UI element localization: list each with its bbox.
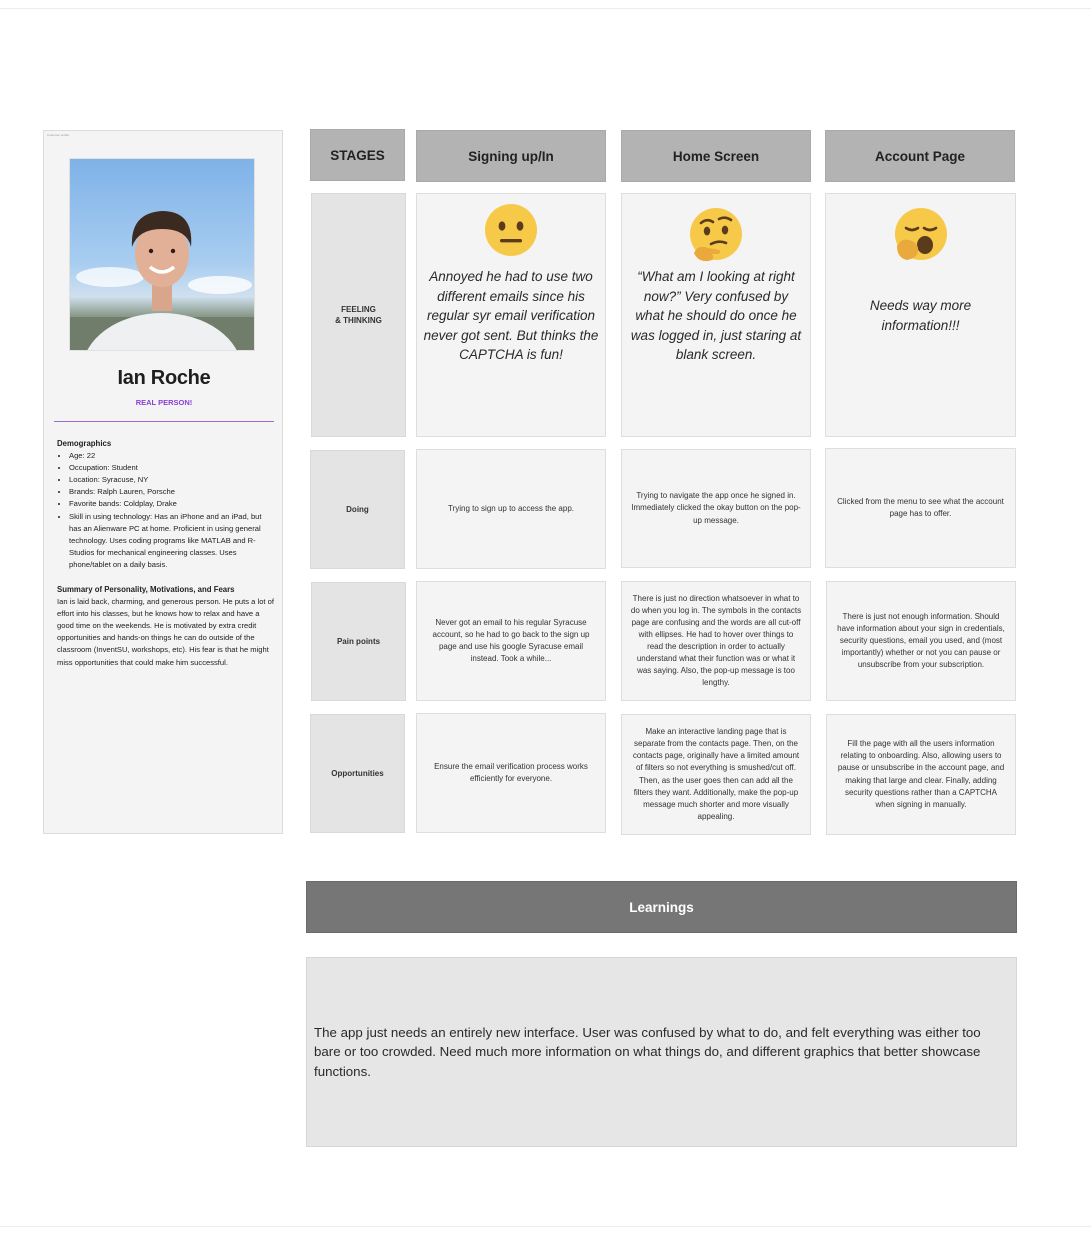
demographics-item: • Age: 22 [69,450,275,462]
bottom-rule [0,1226,1091,1227]
stages-header: STAGES [310,129,405,181]
stage-header-account-page: Account Page [825,130,1015,182]
feeling-text: Needs way more information!!! [869,298,972,333]
row-label-pain-points: Pain points [311,582,406,701]
feeling-cell-home-screen [621,193,811,437]
feeling-cell-account-page [825,193,1016,437]
opportunity-cell-home-screen: Make an interactive landing page that is separate from the contacts page. Then, on the contacts page, originally have a limited amount of filters so not everything is smushed/cut off. Then, as the user goes then can add all the filters they want. Additionally, make the pop-up message much shorter and more visually appealing. [621,714,811,835]
opportunity-cell-signing-up: Ensure the email verification process works efficiently for everyone. [416,713,606,833]
learnings-body [306,957,1017,1147]
top-rule [0,8,1091,9]
persona-name: Ian Roche [117,367,211,389]
persona-tagline: REAL PERSON! [135,398,193,407]
feeling-text: “What am I looking at right now?” Very confused by what he should do once he was logged in, just staring at blank screen. [630,269,802,362]
summary-text: Ian is laid back, charming, and generous person. He puts a lot of effort into his classes, but he knows how to relax and have a good time on the weekends. He is motivated by extra credit opportunities and hands-on things he can do outside of the classroom (InventSU, workshops, etc). His fear is that he might miss opportunities that could make him successful. [57,597,274,667]
row-label-feeling: FEELING & THINKING [311,193,406,437]
demographics-item: • Occupation: Student [69,462,275,474]
summary-title: Summary of Personality, Motivations, and Fears [57,585,235,594]
summary-section [57,584,275,669]
demographics-item: • Skill in using technology: Has an iPhone and an iPad, but has an Alienware PC at home. Proficient in using general technology. Uses coding programs like MATLAB and R-Studios for mechanical engineering classes. Uses phone/tablet on a daily basis. [69,511,275,571]
yawning-face-icon [893,206,949,262]
feeling-text: Annoyed he had to use two different emails since his regular syr email verification never got sent. But thinks the CAPTCHA is fun! [423,269,599,362]
learnings-header: Learnings [306,881,1017,933]
feeling-cell-signing-up [416,193,606,437]
demographics-item: • Location: Syracuse, NY [69,474,275,486]
persona-photo [69,158,255,351]
doing-cell-signing-up: Trying to sign up to access the app. [416,449,606,569]
persona-card [43,130,283,834]
thinking-face-icon [688,206,744,262]
demographics-item: • Brands: Ralph Lauren, Porsche [69,486,275,498]
pain-cell-home-screen: There is just no direction whatsoever in what to do when you log in. The symbols in the contacts page are confusing and the words are all cut-off with ellipses. He had to hover over things to read the description in order to actually understand what their function was or what it was saying. Also, the pop-up message is too lengthy. [621,581,811,701]
stage-header-home-screen: Home Screen [621,130,811,182]
pain-cell-signing-up: Never got an email to his regular Syracuse account, so he had to go back to the sign up page and use his google Syracuse email instead. Took a while... [416,581,606,701]
neutral-face-icon [483,202,539,258]
demographics-title: Demographics [57,439,112,448]
learnings-text: The app just needs an entirely new interface. User was confused by what to do, and felt everything was either too bare or too crowded. Need much more information on what things do, and different graphics that better showcase functions. [314,1025,981,1079]
stage-header-signing-up: Signing up/In [416,130,606,182]
doing-cell-account-page: Clicked from the menu to see what the account page has to offer. [825,448,1016,568]
persona-card-tag: Customer profile [47,133,70,137]
demographics-item: • Favorite bands: Coldplay, Drake [69,498,275,510]
demographics-list [57,450,275,571]
row-label-doing: Doing [310,450,405,569]
row-label-opportunities: Opportunities [310,714,405,833]
demographics-section [57,438,275,571]
persona-divider [54,421,274,422]
opportunity-cell-account-page: Fill the page with all the users information relating to onboarding. Also, allowing users to pause or unsubscribe in the account page, and making that large and clear. Finally, adding security questions rather than a CAPTCHA when signing in manually. [826,714,1016,835]
doing-cell-home-screen: Trying to navigate the app once he signed in. Immediately clicked the okay button on the pop-up message. [621,449,811,568]
pain-cell-account-page: There is just not enough information. Should have information about your sign in credentials, security questions, email you used, and (most importantly) whether or not you can pause or unsubscribe from your subscription. [826,581,1016,701]
